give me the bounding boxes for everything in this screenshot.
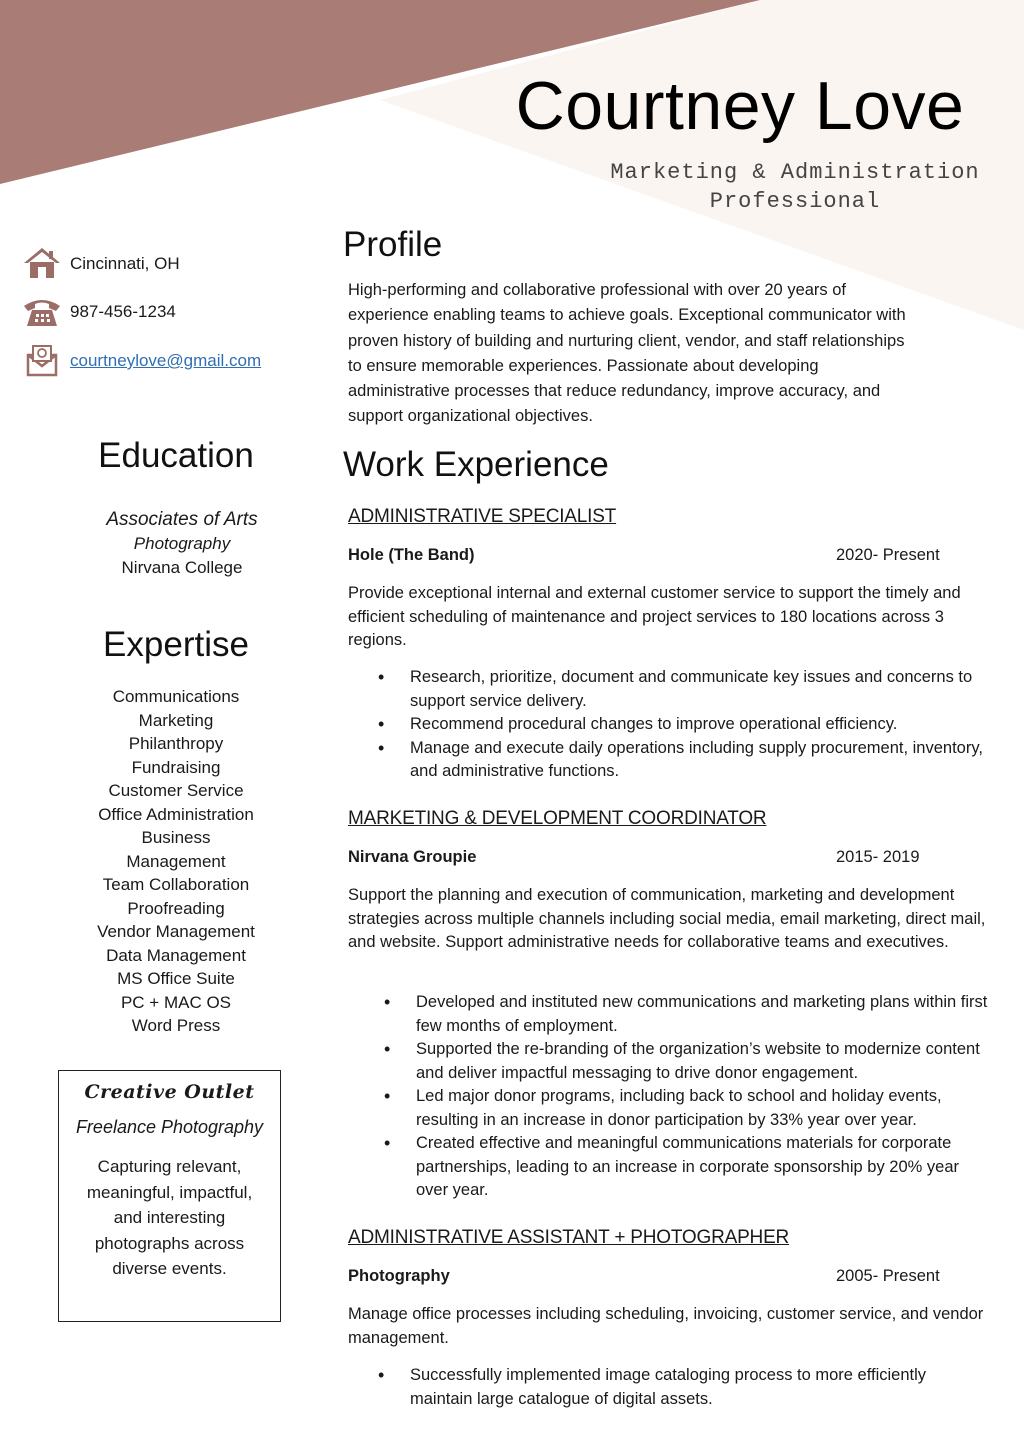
creative-outlet-title: Creative Outlet: [84, 1081, 255, 1103]
bullet-item: • Developed and instituted new communications and marketing plans within first few months of employment.: [380, 991, 990, 1038]
skill-item: MS Office Suite: [117, 969, 235, 988]
profile-text: High-performing and collaborative professional with over 20 years of experience enabling teams to achieve goals. Exceptional communicator with proven history of building and nurturing client, vendor, and staff relationships to ensure memorable experiences. Passionate about developing administrative processes that reduce redundancy, improve accuracy, and support organizational objectives.: [348, 281, 906, 426]
education-block: [40, 508, 324, 580]
professional-title: [590, 158, 1000, 216]
profile-heading: Profile: [343, 225, 443, 264]
job-company: Nirvana Groupie: [348, 848, 477, 866]
work-experience-heading: Work Experience: [343, 445, 609, 484]
phone-text: 987-456-1234: [70, 302, 176, 321]
education-heading: Education: [98, 436, 254, 475]
skill-item: Vendor Management: [97, 922, 255, 941]
subtitle-line-2: Professional: [709, 189, 881, 214]
job-bullets: [374, 1364, 989, 1411]
email-icon: [22, 341, 62, 381]
bullet-item: • Supported the re-branding of the organization’s website to modernize content and deliver impactful messaging to drive donor engagement.: [380, 1038, 990, 1085]
job-description: Support the planning and execution of communication, marketing and development strategies across multiple channels including social media, email marketing, direct mail, and website. Support administrative needs for collaborative teams and executives.: [348, 886, 986, 951]
degree: Associates of Arts: [106, 509, 258, 530]
contact-phone: [22, 292, 322, 332]
skill-item: Team Collaboration: [102, 875, 250, 894]
skill-item: Office Administration: [98, 804, 254, 824]
job-title: ADMINISTRATIVE SPECIALIST: [348, 506, 617, 527]
subtitle-line-1: Marketing & Administration: [610, 160, 980, 185]
candidate-name: Courtney Love: [515, 68, 965, 144]
contact-location: [22, 244, 322, 284]
skill-item: Word Press: [131, 1016, 221, 1035]
bullet-item: • Research, prioritize, document and communicate key issues and concerns to support service delivery.: [374, 666, 989, 713]
phone-icon: [22, 292, 62, 332]
contact-email: [22, 341, 322, 381]
skill-item: PC + MAC OS: [120, 992, 232, 1012]
skill-item: Customer Service: [108, 781, 244, 800]
job-title: MARKETING & DEVELOPMENT COORDINATOR: [348, 808, 767, 829]
creative-outlet-subtitle: Freelance Photography: [75, 1117, 264, 1137]
bullet-item: • Led major donor programs, including back to school and holiday events, resulting in an increase in donor participation by 33% year over year.: [380, 1085, 990, 1132]
school: Nirvana College: [121, 558, 243, 577]
job-bullets: [374, 666, 989, 784]
bullet-item: • Created effective and meaningful communications materials for corporate partnerships, leading to an increase in corporate sponsorship by 20% year over year.: [380, 1132, 990, 1203]
skill-item: Philanthropy: [128, 734, 224, 753]
skill-item: Marketing: [138, 710, 214, 730]
skill-item: Management: [126, 851, 226, 871]
job-company: Photography: [348, 1267, 450, 1285]
expertise-heading: Expertise: [103, 625, 249, 664]
skill-item: Data Management: [106, 945, 246, 965]
bullet-item: • Successfully implemented image cataloging process to more efficiently maintain large catalogue of digital assets.: [374, 1364, 989, 1411]
creative-outlet-description: Capturing relevant, meaningful, impactful, and interesting photographs across diverse events.: [86, 1157, 253, 1278]
location-text: Cincinnati, OH: [70, 254, 180, 273]
job-company: Hole (The Band): [348, 546, 475, 564]
skill-item: Business: [141, 828, 211, 847]
job-dates: 2020- Present: [836, 546, 940, 564]
job-title: ADMINISTRATIVE ASSISTANT + PHOTOGRAPHER: [348, 1227, 790, 1248]
creative-outlet-box: [58, 1070, 281, 1322]
job-dates: 2015- 2019: [836, 848, 920, 866]
job-description: Manage office processes including scheduling, invoicing, customer service, and vendor management.: [348, 1305, 984, 1347]
job-description: Provide exceptional internal and external customer service to support the timely and efficient scheduling of maintenance and project services to 180 locations across 3 regions.: [348, 584, 961, 649]
email-link[interactable]: courtneylove@gmail.com: [70, 351, 262, 370]
job-dates: 2005- Present: [836, 1267, 940, 1285]
major: Photography: [133, 534, 231, 553]
skill-item: Proofreading: [127, 898, 225, 918]
house-icon: [22, 244, 62, 284]
bullet-item: • Recommend procedural changes to improve operational efficiency.: [374, 713, 989, 737]
job-bullets: [380, 991, 990, 1203]
bullet-item: • Manage and execute daily operations including supply procurement, inventory, and administrative functions.: [374, 737, 989, 784]
expertise-list: [40, 685, 312, 1038]
skill-item: Fundraising: [131, 757, 221, 777]
skill-item: Communications: [112, 687, 240, 706]
